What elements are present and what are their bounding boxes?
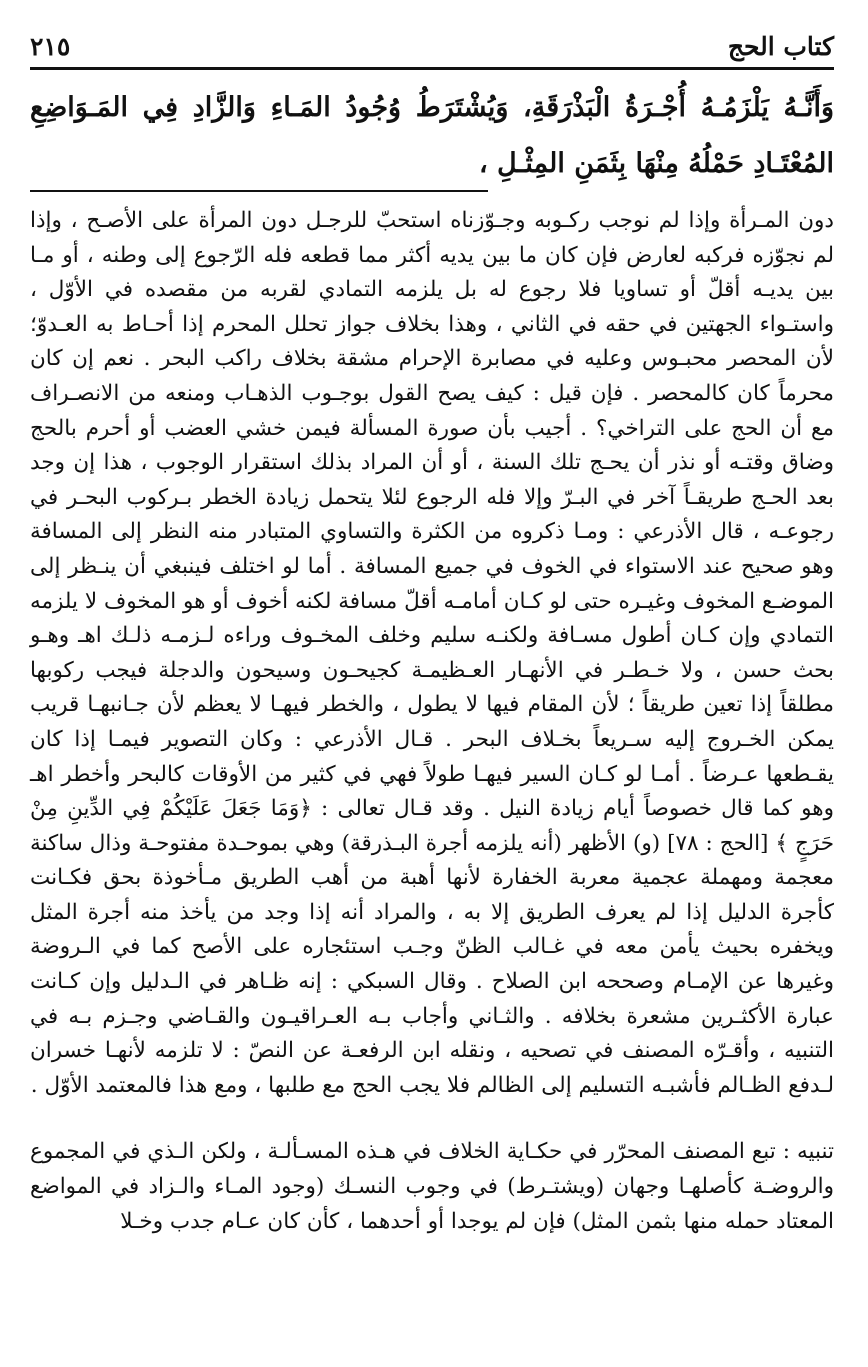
commentary-body	[30, 204, 834, 1239]
commentary-paragraph	[30, 204, 834, 1103]
running-title: كتاب الحج	[727, 32, 834, 61]
commentary-line: أجيب بأن صورة المسألة فيمن خشي العضب أو أحرم بالحج وضاق وقتـه أو نذر أن يحـج تلك	[30, 415, 834, 476]
matn-text: وَأَنَّـهُ يَلْزَمُـهُ أُجْـرَةُ الْبَذْرَقَةِ، وَيُشْتَرَطُ وُجُودُ المَـاءِ وَالزَّادِ فِي المَـوَاضِعِ المُعْتَـادِ حَمْلُهُ مِنْهَا بِثَمَنِ المِثْـلِ ،	[30, 92, 834, 179]
tanbih-paragraph	[30, 1135, 834, 1239]
matn-divider	[30, 190, 488, 192]
commentary-line: أقلّ أو تساويا فلا رجوع له بل يلزمه التمادي لقربه من مقصده في الأوّل ، واستـواء الجهتين في	[30, 277, 835, 337]
commentary-line: وصححه ابن الصلاح . وقال السبكي : إنه ظـاهر في الـدليل وإن كـانت عبارة الأكثـرين مشعرة	[30, 969, 834, 1029]
commentary-line: الكثرة والتساوي المتبادر منه النظر إلى المسافة وهو صحيح عند الاستواء في الخوف في جميع	[30, 519, 834, 579]
commentary-line: المسافة . أما لو اختلف فينبغي أن ينـظر إلى الموضـع المخوف وغيـره حتى لو كـان أمامـه أقلّ	[30, 553, 834, 614]
commentary-line: وسيحون والدجلة فيجب ركوبها مطلقاً إذا تعين طريقاً ؛ لأن المقام فيها لا يطول ، والخطر فيهـا	[30, 657, 835, 718]
commentary-line: وعليه في مصابرة الإحرام مشقة بخلاف راكب البحر . نعم إن كان محرماً كان كالمحصر . فإن	[30, 346, 834, 406]
commentary-line: نجوّزه فركبه لعارض فإن كان ما بين يديه أكثر مما قطعه فله الرّجوع إلى وطنه ، أو مـا بين يديـه	[30, 242, 834, 303]
commentary-line: المخـوف وراءه لـزمـه ذلـك اهـ وهـو بحث حسن ، ولا خـطـر في الأنهـار العـظيمـة كجيحـون	[30, 623, 834, 683]
commentary-line: كالبحر وأخطر اهـ وهو كما قال خصوصاً أيام زيادة النيل . وقد قـال تعالى : ﴿وَمَا جَعَلَ عَلَيْكُمْ	[30, 761, 834, 822]
commentary-line: مسافة لكنه أخوف أو هو المخوف لا يلزمه التمادي وإن كـان أطول مسـافة ولكنـه سليم وخلف	[30, 588, 834, 649]
page-number: ٢١٥	[30, 32, 71, 61]
page-header	[30, 20, 834, 70]
tanbih-line: المجموع والروضـة كأصلهـا وجهان (ويشتـرط) في وجوب النسـك (وجود المـاء والـزاد في	[30, 1139, 834, 1200]
commentary-line: الظالم فلا يجب الحج مع طلبها ، ومع هذا فالمعتمد الأوّل .	[30, 1072, 535, 1098]
commentary-line: دون المـرأة وإذا لم نوجب ركـوبه وجـوّزناه استحبّ للرجـل دون المرأة على الأصـح ، وإذا لم	[30, 208, 834, 268]
commentary-line: ساكنة معجمة ومهملة عجمية معربة الخفارة لأنها أهبة من أهب الطريق مـأخوذة بحق فكـانت كأجرة	[30, 830, 834, 925]
commentary-line: لا يعظم لأن جـانبهـا قريب يمكن الخـروج إليه سـريعاً بخـلاف البحر . قـال الأذرعي : وكان	[30, 692, 834, 752]
commentary-line: قيل : كيف يصح القول بوجـوب الذهـاب ومنعه من الانصـراف مع أن الحج على التراخي؟ .	[30, 380, 834, 441]
commentary-line: فِي الدِّينِ مِنْ حَرَجٍ ﴾ [الحج : ٧٨] (و) الأظهر (أنه يلزمه أجرة البـذرقة) وهي بموحـدة مفتوحـة وذال	[30, 796, 834, 856]
tanbih-line: تنبيه : تبع المصنف المحرّر في حكـاية الخلاف في هـذه المسـألـة ، ولكن الـذي في	[105, 1139, 834, 1165]
tanbih-line: المواضع المعتاد حمله منها بثمن المثل) فإن لم يوجدا أو أحدهما ، كأن كان عـام جدب وخـلا	[30, 1174, 834, 1234]
commentary-line: السنة ، أو أن المراد بذلك استقرار الوجوب ، هذا إن وجد بعد الحـج طريقـاً آخر في البـرّ وإلا	[30, 450, 834, 510]
commentary-line: فله الرجوع لئلا يتحمل زيادة الخطر بـركوب البحـر في رجوعـه ، قال الأذرعي : ومـا ذكروه من	[30, 484, 834, 545]
commentary-line: الدليل إذا لم يعرف الطريق إلا به ، والمراد أنه إذا وجد من يأخذ منه أجرة المثل ويخفره بحيث	[30, 899, 834, 960]
commentary-line: التصوير فيمـا إذا كان يقـطعها عـرضاً . أمـا لو كـان السير فيهـا طولاً فهي في كثير من الأوقات	[30, 726, 834, 787]
commentary-line: حقه في الثاني ، وهذا بخلاف جواز تحلل المحرم إذا أحـاط به العـدوّ؛ لأن المحصر محبـوس	[30, 311, 834, 372]
commentary-line: يأمن معه في غـالب الظنّ وجـب استئجاره على الأصح كما في الـروضة وغيرها عن الإمـام	[30, 934, 834, 995]
commentary-line: تصحيه ، ونقله ابن الرفعـة عن النصّ : لا تلزمه لأنهـا خسران لـدفع الظـالم فأشبـه التسليم إلى	[30, 1038, 834, 1098]
commentary-line: بخلافه . والثـاني وأجاب بـه العـراقيـون والقـاضي وجـزم بـه في التنبيه ، وأقـرّه المصنف في	[30, 1003, 834, 1064]
